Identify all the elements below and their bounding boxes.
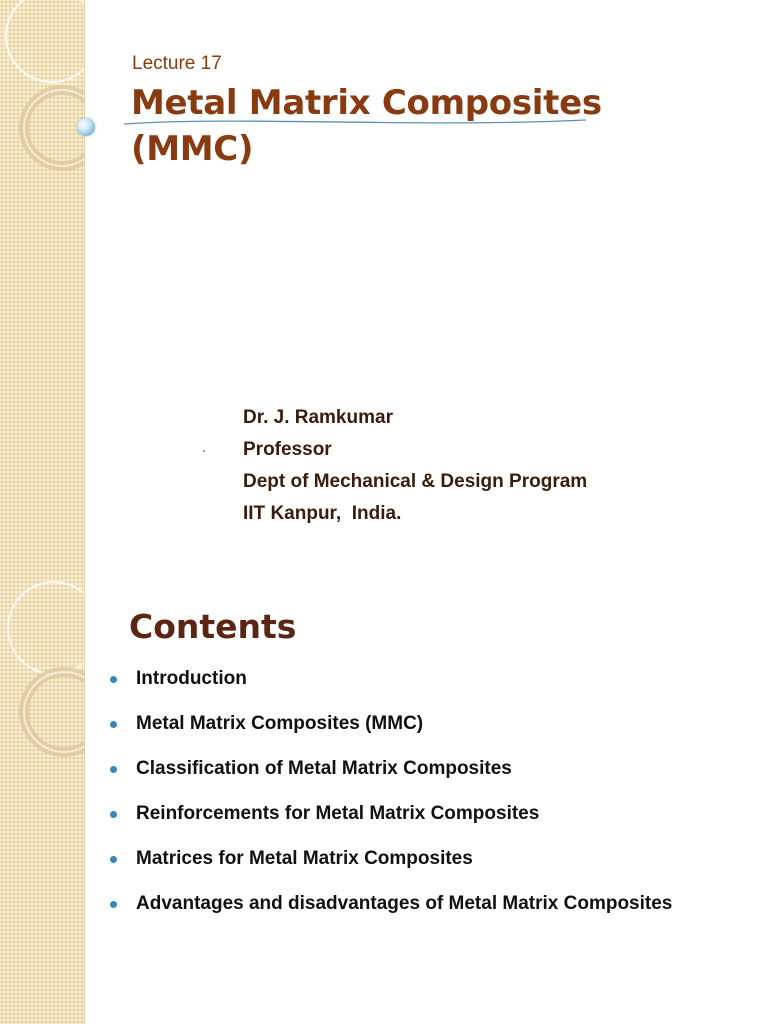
list-item (110, 801, 672, 846)
list-item-text: Matrices for Metal Matrix Composites (136, 848, 473, 869)
list-item-text: Metal Matrix Composites (MMC) (136, 713, 424, 734)
contents-slide (0, 576, 768, 1024)
decorative-side-band (0, 0, 85, 576)
author-name: Dr. J. Ramkumar (243, 407, 393, 428)
list-item (110, 756, 672, 801)
bullet-icon (110, 721, 117, 728)
stray-dot (203, 450, 205, 452)
contents-list (110, 666, 672, 936)
decorative-bubble-icon (77, 118, 95, 136)
bullet-icon (110, 811, 117, 818)
list-item-text: Reinforcements for Metal Matrix Composites (136, 803, 540, 824)
list-item (110, 711, 672, 756)
list-item-text: Classification of Metal Matrix Composites (136, 758, 512, 779)
slide-title (131, 80, 731, 172)
decorative-rings (0, 0, 84, 576)
list-item-text: Introduction (136, 668, 247, 689)
bullet-icon (110, 766, 117, 773)
slide-title-line-1: Metal Matrix Composites (131, 83, 602, 123)
author-position: Professor (243, 439, 332, 460)
slide-title-line-2: (MMC) (131, 129, 254, 169)
bullet-icon (110, 676, 117, 683)
author-institution: IIT Kanpur, India. (243, 503, 402, 524)
lecture-number: Lecture 17 (132, 53, 222, 74)
decorative-side-band (0, 576, 85, 1024)
bullet-icon (110, 856, 117, 863)
list-item (110, 891, 672, 936)
list-item (110, 846, 672, 891)
contents-heading: Contents (129, 607, 297, 646)
author-department: Dept of Mechanical & Design Program (243, 471, 588, 492)
list-item-text: Advantages and disadvantages of Metal Matrix Composites (136, 893, 673, 914)
decorative-rings (0, 576, 84, 1024)
list-item (110, 666, 672, 711)
bullet-icon (110, 901, 117, 908)
author-block (243, 402, 587, 530)
